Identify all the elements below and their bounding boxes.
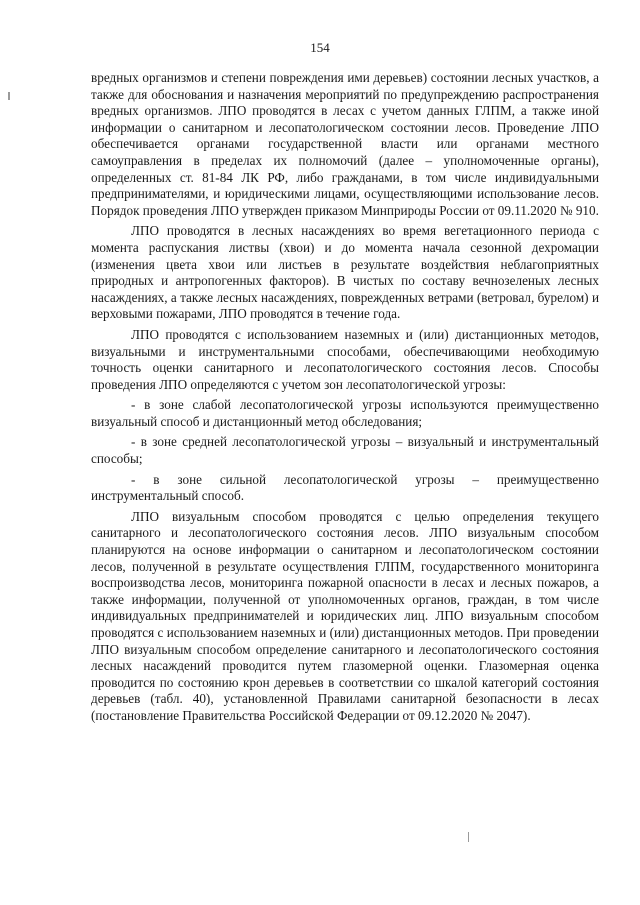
paragraph-methods: ЛПО проводятся с использованием наземных и (или) дистанционных методов, визуальными и инструментальными способами, обеспечивающими необходимую точность оценки санитарного и лесопатологического состояния лесов. Способы проведения ЛПО определяются с учетом зон лесопатологической угрозы: bbox=[91, 326, 599, 392]
paragraph-period: ЛПО проводятся в лесных насаждениях во время вегетационного периода с момента распускания листвы (хвои) и до момента начала сезонной дехромации (изменения цвета хвои или листьев в результате воздействия неблагоприятных природных и антропогенных факторов). В чистых по составу вечнозеленых лесных насаждениях, а также лесных насаждениях, поврежденных ветрами (ветровал, бурелом) и верховыми пожарами, ЛПО проводятся в течение года. bbox=[91, 223, 599, 322]
bullet-weak-threat: - в зоне слабой лесопатологической угрозы используются преимущественно визуальный способ и дистанционный метод обследования; bbox=[91, 397, 599, 429]
page-number: 154 bbox=[310, 40, 330, 55]
scan-mark-left bbox=[8, 92, 10, 100]
page-body bbox=[91, 70, 599, 729]
paragraph-visual-method: ЛПО визуальным способом проводятся с целью определения текущего санитарного и лесопатологического состояния лесов. ЛПО визуальным способом планируются на основе информации о санитарном и лесопатологическом состоянии лесов, полученной в результате осуществления ГЛПМ, государственного мониторинга воспроизводства лесов, мониторинга пожарной опасности в лесах и лесных пожаров, а также информации, полученной от уполномоченных органов, граждан, в том числе индивидуальных предпринимателей и юридических лиц. ЛПО визуальным способом проводятся с использованием наземных и (или) дистанционных методов. При проведении ЛПО визуальным способом определение санитарного и лесопатологического состояния лесных насаждений проводится путем глазомерной оценки. Глазомерная оценка проводится по состоянию крон деревьев в соответствии со шкалой категорий состояния деревьев (табл. 40), установленной Правилами санитарной безопасности в лесах (постановление Правительства Российской Федерации от 09.12.2020 № 2047). bbox=[91, 508, 599, 723]
bullet-strong-threat: - в зоне сильной лесопатологической угрозы – преимущественно инструментальный способ. bbox=[91, 471, 599, 504]
bullet-medium-threat: - в зоне средней лесопатологической угрозы – визуальный и инструментальный способы; bbox=[91, 434, 599, 467]
paragraph-continuation: вредных организмов и степени повреждения ими деревьев) состоянии лесных участков, а также для обоснования и назначения мероприятий по предупреждению распространения вредных организмов. ЛПО проводятся в лесах с учетом данных ГЛПМ, а также иной информации о санитарном и лесопатологическом состоянии лесов. Проведение ЛПО обеспечивается органами государственной власти или органами местного самоуправления в пределах их полномочий (далее – уполномоченные органы), определенных ст. 81-84 ЛК РФ, либо гражданами, в том числе индивидуальными предпринимателями, и юридическими лицами, осуществляющими использование лесов. Порядок проведения ЛПО утвержден приказом Минприроды России от 09.11.2020 № 910. bbox=[91, 70, 599, 218]
scan-mark-right bbox=[468, 832, 469, 842]
